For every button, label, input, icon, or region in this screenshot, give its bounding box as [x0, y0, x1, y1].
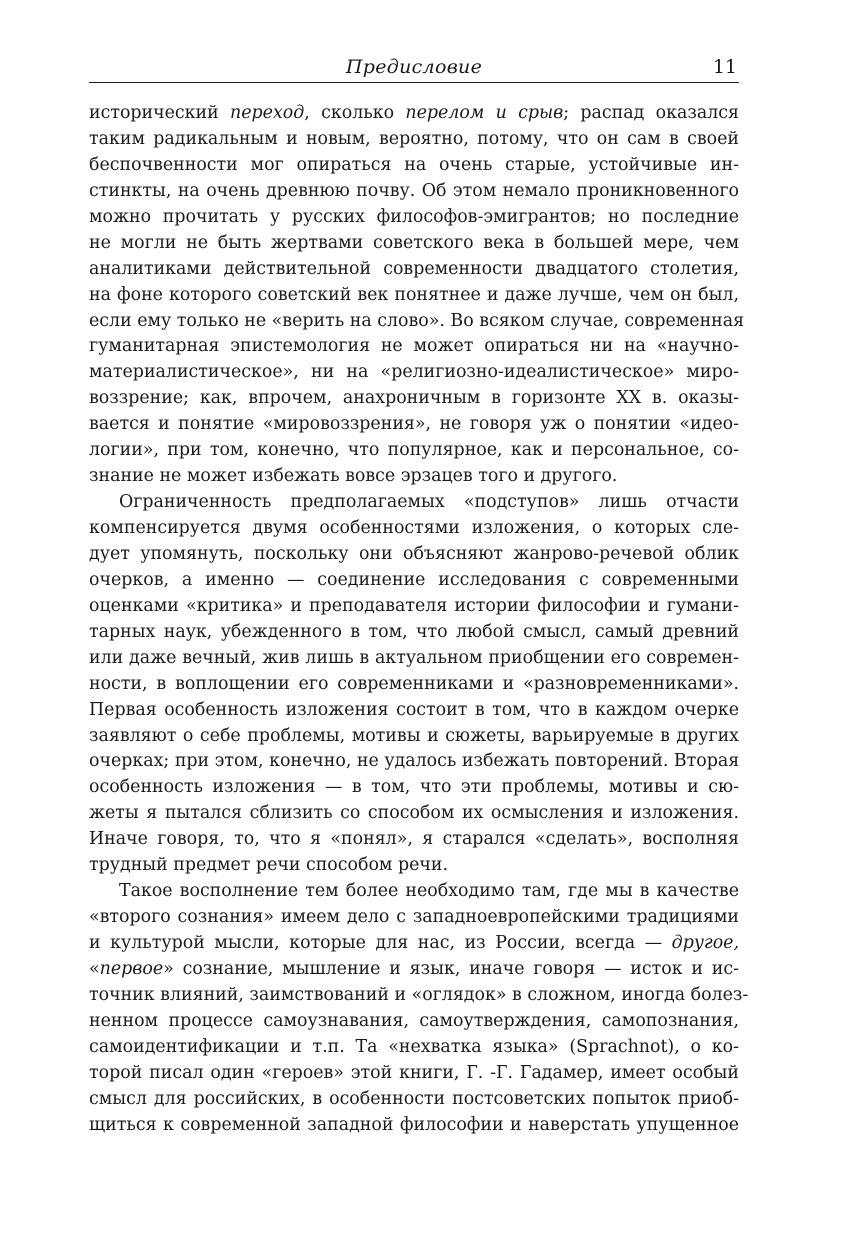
text-segment: «второго сознания» имеем дело с западноевропейскими традициями [89, 907, 739, 928]
text-segment: оценками «критика» и преподавателя истории философии и гумани- [89, 595, 739, 616]
text-line [89, 464, 739, 490]
text-line [89, 568, 739, 594]
text-line [89, 1113, 739, 1139]
text-line [89, 594, 739, 620]
text-line [89, 516, 739, 542]
text-segment: логии», при том, конечно, что популярное, как и персональное, со- [89, 440, 739, 461]
text-line [89, 646, 739, 672]
text-segment: вается и понятие «мировоззрения», не говоря уж о понятии «идео- [89, 414, 739, 435]
text-segment: особенность изложения — в том, что эти проблемы, мотивы и сю- [89, 777, 739, 798]
italic-phrase: другое, [671, 933, 739, 953]
text-line [89, 672, 739, 698]
text-segment: Иначе говоря, то, что я «понял», я старался «сделать», восполняя [89, 829, 739, 850]
page-number: 11 [712, 56, 737, 78]
text-segment: » сознание, мышление и язык, иначе говоря — исток и ис- [163, 958, 739, 979]
text-segment: « [89, 958, 100, 979]
text-segment: самоидентификации и т.п. Та «нехватка языка» (Sprachnot), о ко- [89, 1036, 739, 1057]
text-segment: аналитиками действительной современности двадцатого столетия, [89, 258, 739, 279]
text-segment: ности, в воплощении его современниками и «разновременниками». [89, 673, 739, 694]
text-segment: воззрение; как, впрочем, анахроничным в горизонте XX в. оказы- [89, 388, 739, 409]
text-segment: таким радикальным и новым, вероятно, потому, что он сам в своей [89, 128, 739, 149]
text-line [89, 1061, 739, 1087]
text-line [89, 931, 739, 957]
text-segment: на фоне которого советский век понятнее и даже лучше, чем он был, [89, 284, 739, 305]
text-line [89, 879, 739, 905]
text-segment: точник влияний, заимствований и «оглядок» в сложном, иногда болез- [89, 984, 749, 1005]
book-page [89, 0, 749, 1241]
italic-phrase: перелом и срыв [405, 103, 564, 123]
text-line [89, 853, 739, 879]
text-line [89, 698, 739, 724]
text-segment: дует упомянуть, поскольку они объясняют жанрово-речевой облик [89, 543, 739, 564]
text-line [89, 283, 739, 309]
text-line [89, 724, 739, 750]
text-segment: материалистическое», ни на «религиозно-идеалистическое» миро- [89, 362, 739, 383]
text-segment: знание не может избежать вовсе эрзацев того и другого. [89, 466, 618, 487]
text-segment: трудный предмет речи способом речи. [89, 855, 449, 876]
text-line [89, 1009, 739, 1035]
text-line [89, 334, 739, 360]
text-line [89, 749, 739, 775]
text-segment: смысл для российских, в особенности постсоветских попыток приоб- [89, 1088, 739, 1109]
text-segment: очерках; при этом, конечно, не удалось избежать повторений. Вторая [89, 751, 740, 772]
text-line [89, 957, 739, 983]
text-line [89, 127, 739, 153]
text-line [89, 1035, 739, 1061]
text-line [89, 179, 739, 205]
text-segment: торой писал один «героев» этой книги, Г. -Г. Гадамер, имеет особый [89, 1062, 739, 1083]
running-header [89, 54, 739, 83]
text-line [89, 205, 739, 231]
text-segment: щиться к современной западной философии и наверстать упущенное [89, 1114, 739, 1135]
text-line [89, 542, 739, 568]
text-segment: компенсируется двумя особенностями изложения, о которых сле- [89, 518, 739, 538]
text-segment: и культурой мысли, которые для нас, из России, всегда — [89, 933, 672, 953]
body-text [89, 101, 749, 1139]
text-line [89, 983, 749, 1009]
text-segment: исторический [89, 103, 231, 123]
text-line [89, 153, 739, 179]
running-header-title: Предисловие [345, 56, 483, 78]
text-line [89, 101, 739, 127]
text-line [89, 412, 739, 438]
text-segment: ненном процессе самоузнавания, самоутверждения, самопознания, [89, 1010, 739, 1031]
text-line [89, 360, 739, 386]
text-line [89, 905, 739, 931]
text-line [89, 490, 739, 516]
italic-phrase: переход [230, 103, 305, 123]
text-segment: Ограниченность предполагаемых «подступов» лишь отчасти [119, 492, 739, 513]
text-line [89, 257, 739, 283]
text-line [89, 309, 745, 335]
text-line [89, 775, 739, 801]
text-line [89, 620, 739, 646]
text-line [89, 827, 739, 853]
text-segment: гуманитарная эпистемология не может опираться ни на «научно- [89, 336, 739, 357]
text-segment: очерков, а именно — соединение исследования с современными [89, 569, 739, 590]
text-line [89, 438, 739, 464]
text-segment: , сколько [304, 103, 406, 123]
text-segment: заявляют о себе проблемы, мотивы и сюжеты, варьируемые в других [89, 725, 739, 746]
text-segment: ; распад оказался [563, 103, 739, 123]
text-segment: жеты я пытался сблизить со способом их осмысления и изложения. [89, 803, 739, 824]
text-segment: можно прочитать у русских философов-эмигрантов; но последние [89, 206, 739, 227]
text-segment: Первая особенность изложения состоит в том, что в каждом очерке [89, 699, 739, 720]
text-segment: если ему только не «верить на слово». Во всяком случае, современная [89, 310, 745, 331]
text-segment: беспочвенности мог опираться на очень старые, устойчивые ин- [89, 154, 739, 175]
text-segment: Такое восполнение тем более необходимо там, где мы в качестве [119, 881, 739, 902]
text-segment: тарных наук, убежденного в том, что любой смысл, самый древний [89, 621, 739, 642]
text-segment: или даже вечный, жив лишь в актуальном приобщении его современ- [89, 647, 739, 668]
text-line [89, 386, 739, 412]
text-line [89, 1087, 739, 1113]
text-segment: не могли не быть жертвами советского века в большей мере, чем [89, 232, 739, 253]
text-line [89, 231, 739, 257]
italic-phrase: первое [99, 958, 164, 979]
text-segment: стинкты, на очень древнюю почву. Об этом немало проникновенного [89, 180, 739, 201]
text-line [89, 801, 739, 827]
